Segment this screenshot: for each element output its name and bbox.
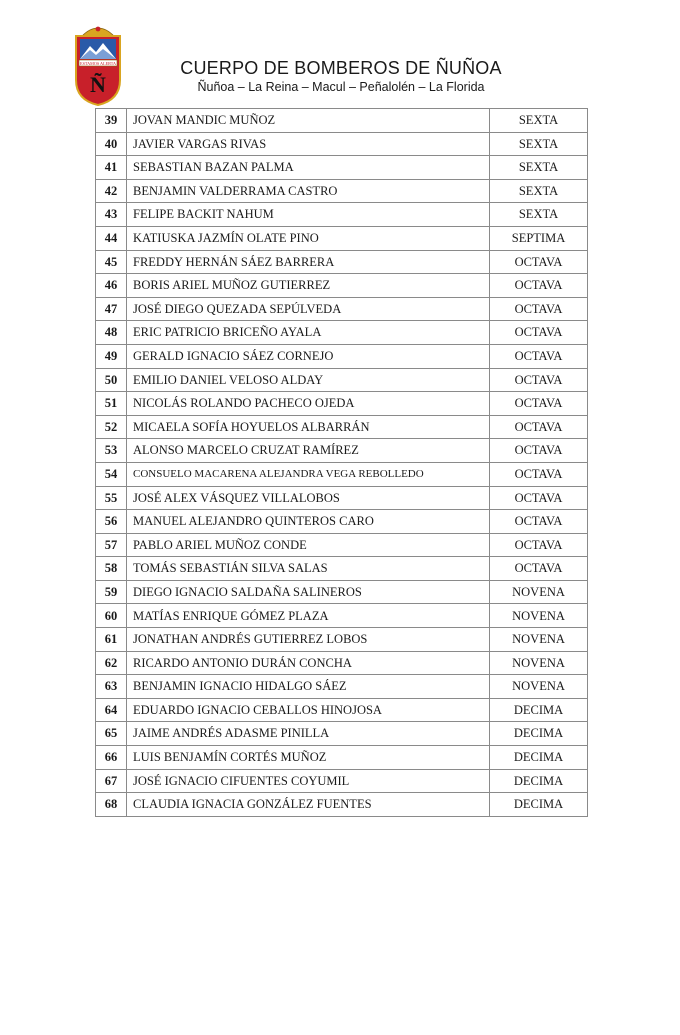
company-name: DECIMA: [490, 722, 588, 746]
company-name: OCTAVA: [490, 462, 588, 486]
company-name: DECIMA: [490, 698, 588, 722]
table-row: [96, 604, 588, 628]
company-name: OCTAVA: [490, 439, 588, 463]
table-row: [96, 132, 588, 156]
row-number: 49: [96, 344, 127, 368]
member-name: ALONSO MARCELO CRUZAT RAMÍREZ: [127, 439, 490, 463]
company-name: OCTAVA: [490, 486, 588, 510]
table-row: [96, 297, 588, 321]
row-number: 59: [96, 580, 127, 604]
table-row: [96, 344, 588, 368]
table-row: [96, 109, 588, 133]
member-name: CLAUDIA IGNACIA GONZÁLEZ FUENTES: [127, 793, 490, 817]
row-number: 68: [96, 793, 127, 817]
row-number: 61: [96, 628, 127, 652]
member-name: MANUEL ALEJANDRO QUINTEROS CARO: [127, 510, 490, 534]
member-name: MATÍAS ENRIQUE GÓMEZ PLAZA: [127, 604, 490, 628]
table-row: [96, 651, 588, 675]
table-row: [96, 698, 588, 722]
member-name: SEBASTIAN BAZAN PALMA: [127, 156, 490, 180]
row-number: 41: [96, 156, 127, 180]
table-row: [96, 156, 588, 180]
member-name: NICOLÁS ROLANDO PACHECO OJEDA: [127, 392, 490, 416]
company-name: NOVENA: [490, 580, 588, 604]
member-name: KATIUSKA JAZMÍN OLATE PINO: [127, 226, 490, 250]
table-row: [96, 580, 588, 604]
member-name: GERALD IGNACIO SÁEZ CORNEJO: [127, 344, 490, 368]
company-name: SEXTA: [490, 156, 588, 180]
company-name: OCTAVA: [490, 250, 588, 274]
member-name: FREDDY HERNÁN SÁEZ BARRERA: [127, 250, 490, 274]
company-name: OCTAVA: [490, 510, 588, 534]
roster-body: [96, 109, 588, 817]
crest-banner-text: ESTAMOS ALERTA: [80, 60, 116, 66]
company-name: OCTAVA: [490, 533, 588, 557]
organization-subtitle: Ñuñoa – La Reina – Macul – Peñalolén – La Florida: [197, 80, 485, 94]
company-name: OCTAVA: [490, 415, 588, 439]
row-number: 60: [96, 604, 127, 628]
table-row: [96, 769, 588, 793]
row-number: 54: [96, 462, 127, 486]
member-name: JAIME ANDRÉS ADASME PINILLA: [127, 722, 490, 746]
company-name: SEXTA: [490, 109, 588, 133]
row-number: 46: [96, 274, 127, 298]
company-name: OCTAVA: [490, 392, 588, 416]
member-name: LUIS BENJAMÍN CORTÉS MUÑOZ: [127, 746, 490, 770]
row-number: 67: [96, 769, 127, 793]
member-name: MICAELA SOFÍA HOYUELOS ALBARRÁN: [127, 415, 490, 439]
member-name: BORIS ARIEL MUÑOZ GUTIERREZ: [127, 274, 490, 298]
company-name: OCTAVA: [490, 344, 588, 368]
company-name: SEXTA: [490, 203, 588, 227]
row-number: 44: [96, 226, 127, 250]
table-row: [96, 533, 588, 557]
row-number: 58: [96, 557, 127, 581]
row-number: 51: [96, 392, 127, 416]
table-row: [96, 203, 588, 227]
company-name: DECIMA: [490, 769, 588, 793]
crest-letter: Ñ: [90, 72, 106, 97]
member-name: JOSÉ IGNACIO CIFUENTES COYUMIL: [127, 769, 490, 793]
table-row: [96, 321, 588, 345]
company-name: OCTAVA: [490, 368, 588, 392]
company-name: NOVENA: [490, 651, 588, 675]
member-name: JONATHAN ANDRÉS GUTIERREZ LOBOS: [127, 628, 490, 652]
member-name: CONSUELO MACARENA ALEJANDRA VEGA REBOLLEDO: [127, 462, 490, 486]
row-number: 52: [96, 415, 127, 439]
table-row: [96, 392, 588, 416]
row-number: 53: [96, 439, 127, 463]
row-number: 57: [96, 533, 127, 557]
row-number: 39: [96, 109, 127, 133]
table-row: [96, 793, 588, 817]
table-row: [96, 557, 588, 581]
table-row: [96, 368, 588, 392]
table-row: [96, 439, 588, 463]
row-number: 55: [96, 486, 127, 510]
member-name: ERIC PATRICIO BRICEÑO AYALA: [127, 321, 490, 345]
company-name: SEXTA: [490, 179, 588, 203]
row-number: 47: [96, 297, 127, 321]
company-name: NOVENA: [490, 604, 588, 628]
row-number: 43: [96, 203, 127, 227]
company-name: OCTAVA: [490, 297, 588, 321]
member-name: BENJAMIN IGNACIO HIDALGO SÁEZ: [127, 675, 490, 699]
company-name: NOVENA: [490, 628, 588, 652]
member-name: TOMÁS SEBASTIÁN SILVA SALAS: [127, 557, 490, 581]
member-name: EMILIO DANIEL VELOSO ALDAY: [127, 368, 490, 392]
member-name: JAVIER VARGAS RIVAS: [127, 132, 490, 156]
table-row: [96, 722, 588, 746]
table-row: [96, 486, 588, 510]
volunteer-roster-table: [95, 108, 588, 817]
row-number: 45: [96, 250, 127, 274]
table-row: [96, 628, 588, 652]
company-name: SEPTIMA: [490, 226, 588, 250]
table-row: [96, 462, 588, 486]
member-name: BENJAMIN VALDERRAMA CASTRO: [127, 179, 490, 203]
row-number: 50: [96, 368, 127, 392]
member-name: DIEGO IGNACIO SALDAÑA SALINEROS: [127, 580, 490, 604]
table-row: [96, 274, 588, 298]
table-row: [96, 746, 588, 770]
row-number: 48: [96, 321, 127, 345]
row-number: 40: [96, 132, 127, 156]
company-name: SEXTA: [490, 132, 588, 156]
organization-title: CUERPO DE BOMBEROS DE ÑUÑOA: [180, 58, 502, 78]
company-name: OCTAVA: [490, 274, 588, 298]
row-number: 62: [96, 651, 127, 675]
company-name: OCTAVA: [490, 557, 588, 581]
member-name: JOVAN MANDIC MUÑOZ: [127, 109, 490, 133]
company-name: NOVENA: [490, 675, 588, 699]
row-number: 42: [96, 179, 127, 203]
row-number: 64: [96, 698, 127, 722]
table-row: [96, 675, 588, 699]
member-name: EDUARDO IGNACIO CEBALLOS HINOJOSA: [127, 698, 490, 722]
row-number: 66: [96, 746, 127, 770]
table-row: [96, 179, 588, 203]
member-name: FELIPE BACKIT NAHUM: [127, 203, 490, 227]
member-name: PABLO ARIEL MUÑOZ CONDE: [127, 533, 490, 557]
row-number: 56: [96, 510, 127, 534]
row-number: 63: [96, 675, 127, 699]
company-name: DECIMA: [490, 746, 588, 770]
member-name: JOSÉ DIEGO QUEZADA SEPÚLVEDA: [127, 297, 490, 321]
table-row: [96, 415, 588, 439]
member-name: JOSÉ ALEX VÁSQUEZ VILLALOBOS: [127, 486, 490, 510]
company-name: OCTAVA: [490, 321, 588, 345]
company-name: DECIMA: [490, 793, 588, 817]
table-row: [96, 510, 588, 534]
member-name: RICARDO ANTONIO DURÁN CONCHA: [127, 651, 490, 675]
table-row: [96, 250, 588, 274]
row-number: 65: [96, 722, 127, 746]
table-row: [96, 226, 588, 250]
